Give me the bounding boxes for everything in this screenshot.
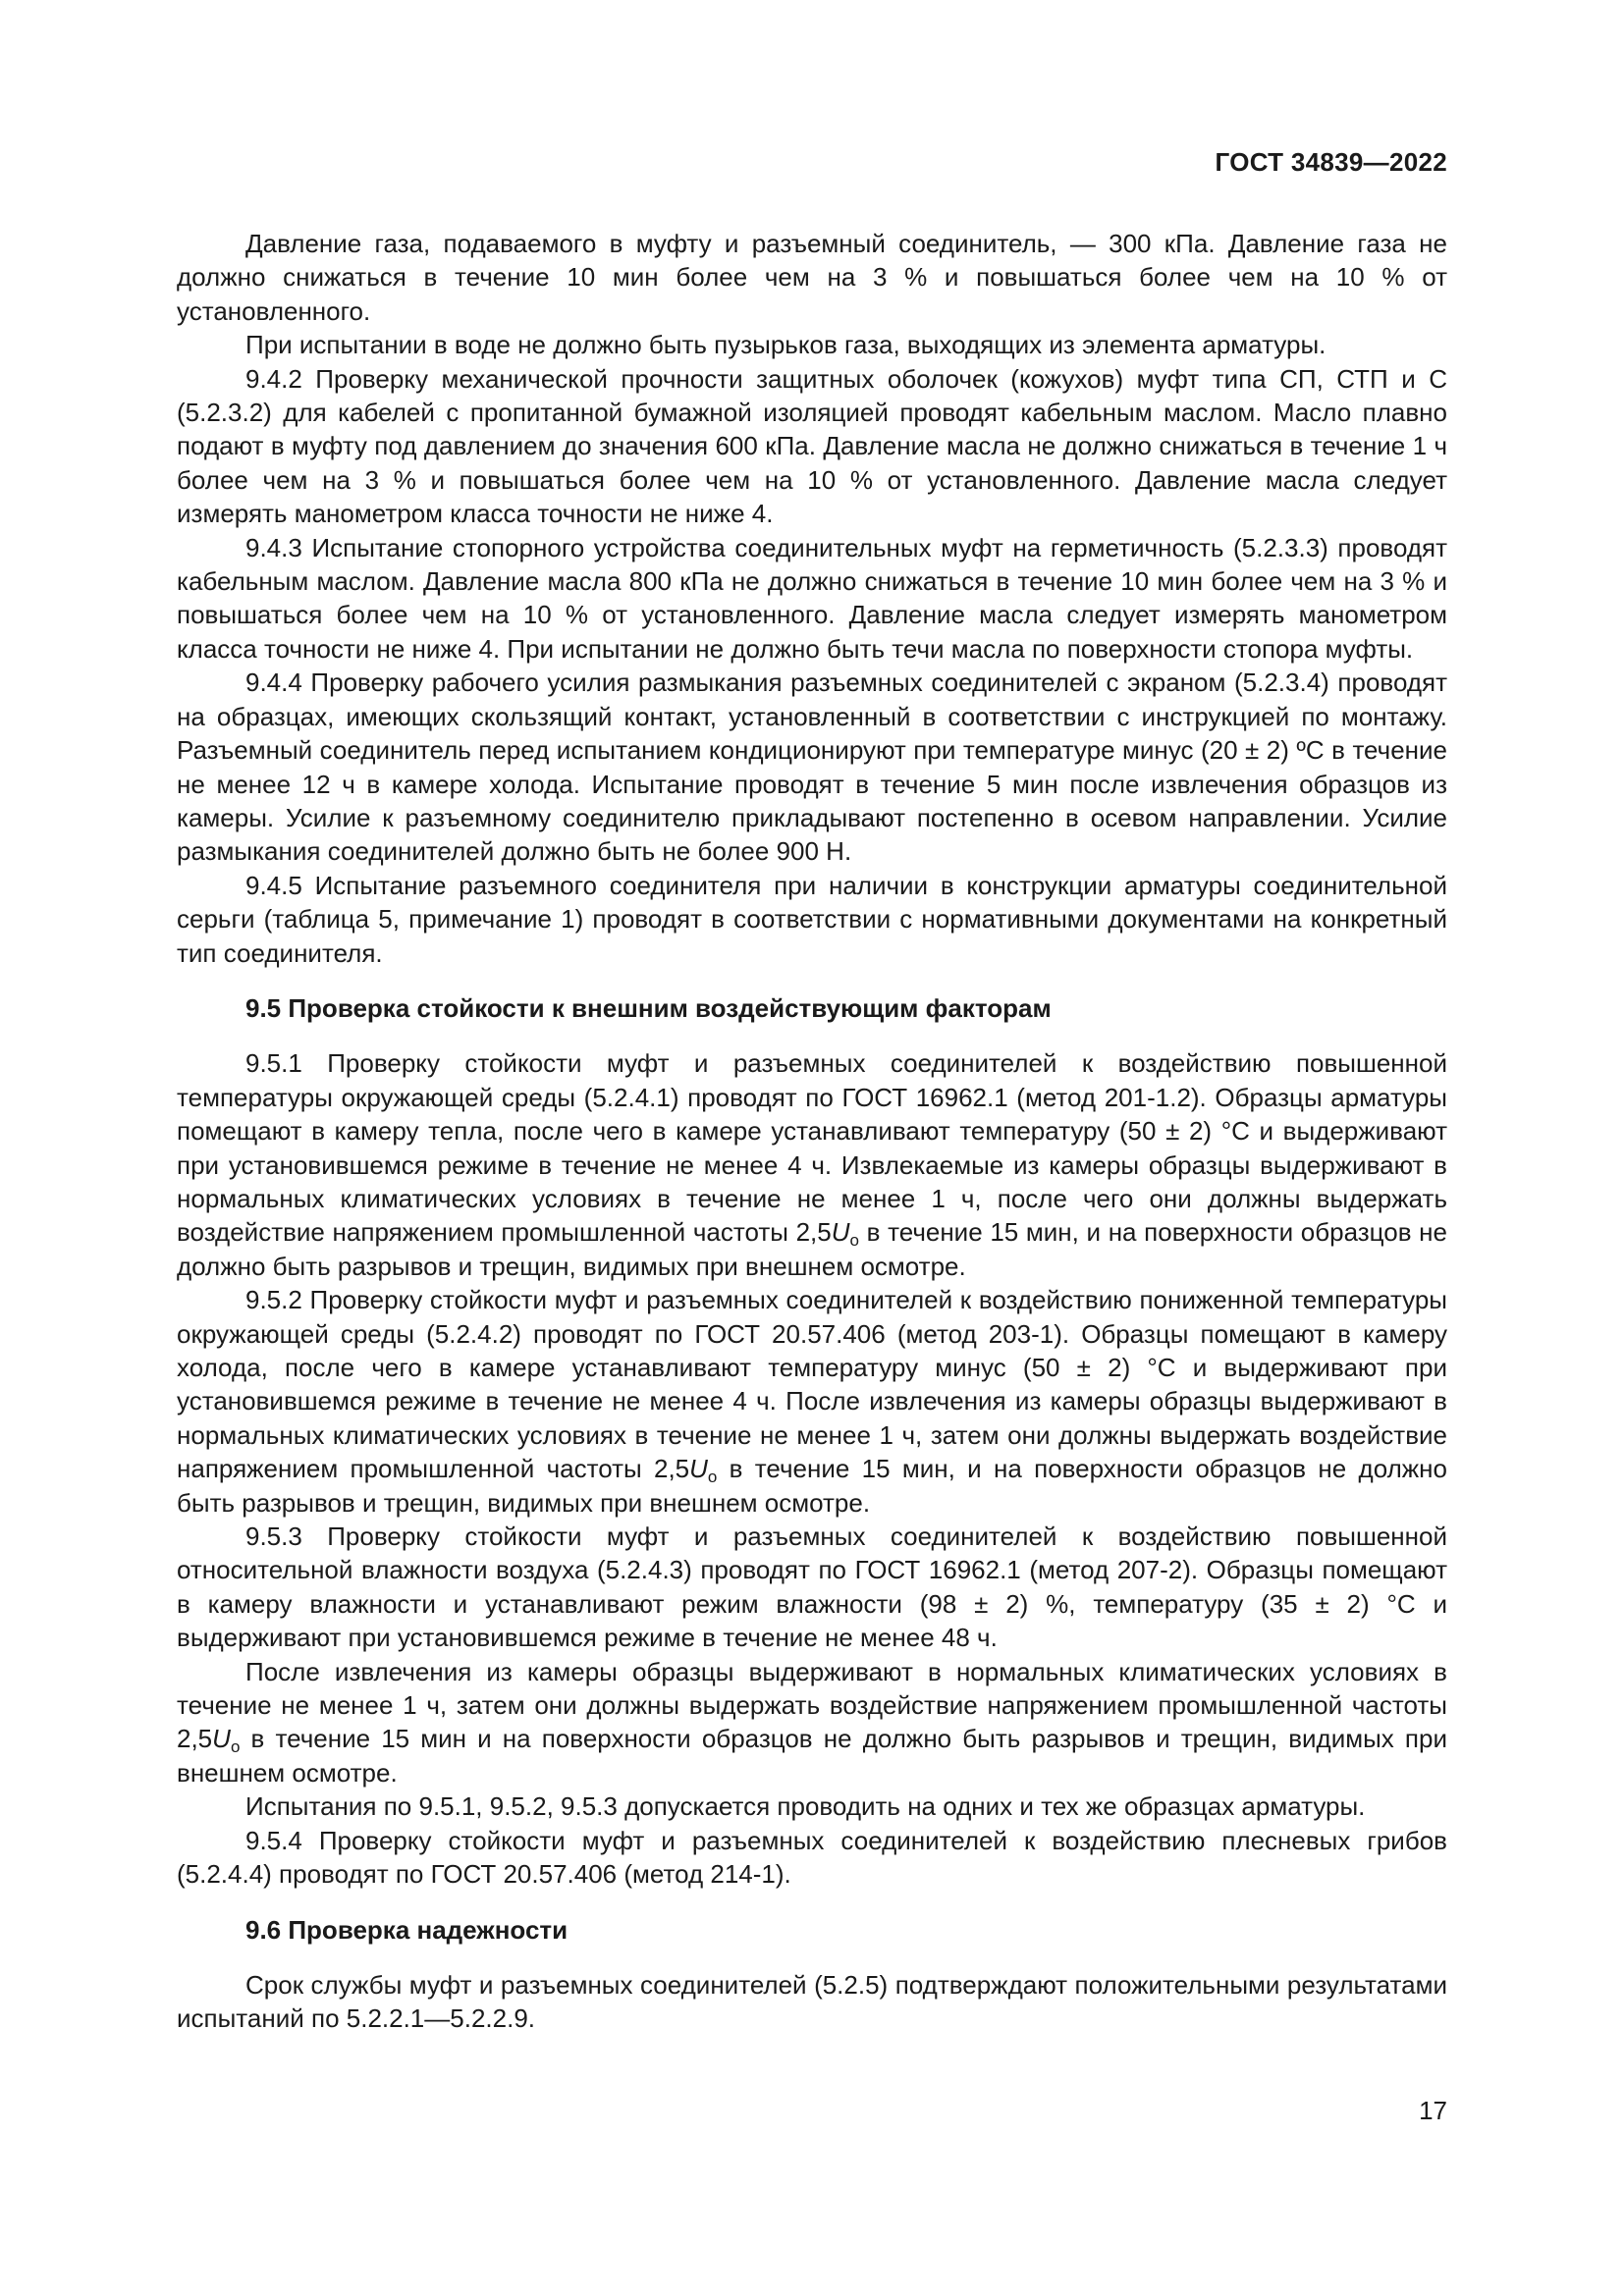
section-heading-9-6: 9.6 Проверка надежности [245,1914,568,1945]
paragraph-9-5-3-continued: После извлечения из камеры образцы выдерживают в нормальных климатических условиях в течение не менее 1 ч, затем они должны выдержать воздействие напряжением промышленной частоты 2,5Uo в течение 15 мин и на поверхности образцов не должно быть разрывов и трещин, видимых при внешнем осмотре. [177,1656,1447,1788]
paragraph-9-5-4: 9.5.4 Проверку стойкости муфт и разъемных соединителей к воздействию плесневых грибов (5.2.4.4) проводят по ГОСТ 20.57.406 (метод 214-1). [177,1825,1447,1890]
paragraph-9-4-2: 9.4.2 Проверку механической прочности защитных оболочек (кожухов) муфт типа СП, СТП и С (5.2.3.2) для кабелей с пропитанной бумажной изоляцией проводят кабельным маслом. Масло плавно подают в муфту под давлением до значения 600 кПа. Давление масла не должно снижаться в течение 1 ч более чем на 3 % и повышаться более чем на 10 % от установленного. Давление масла следует измерять манометром класса точности не ниже 4. [177,363,1447,529]
paragraph-9-4-5: 9.4.5 Испытание разъемного соединителя при наличии в конструкции арматуры соединительной серьги (таблица 5, примечание 1) проводят в соответствии с нормативными документами на конкретный тип соединителя. [177,870,1447,968]
paragraph-9-5-2: 9.5.2 Проверку стойкости муфт и разъемных соединителей к воздействию пониженной температуры окружающей среды (5.2.4.2) проводят по ГОСТ 20.57.406 (метод 203-1). Образцы помещают в камеру холода, после чего в камере устанавливают температуру минус (50 ± 2) °С и выдерживают при установившемся режиме в течение не менее 4 ч. После извлечения из камеры образцы выдерживают в нормальных климатических условиях в течение не менее 1 ч, затем они должны выдержать воздействие напряжением промышленной частоты 2,5Uo в течение 15 мин, и на поверхности образцов не должно быть разрывов и трещин, видимых при внешнем осмотре. [177,1285,1447,1518]
paragraph-9-5-1: 9.5.1 Проверку стойкости муфт и разъемных соединителей к воздействию повышенной температуры окружающей среды (5.2.4.1) проводят по ГОСТ 16962.1 (метод 201-1.2). Образцы арматуры помещают в камеру тепла, после чего в камере устанавливают температуру (50 ± 2) °С и выдерживают при установившемся режиме в течение не менее 4 ч. Извлекаемые из камеры образцы выдерживают в нормальных климатических условиях в течение не менее 1 ч, после чего они должны выдержать воздействие напряжением промышленной частоты 2,5Uo в течение 15 мин, и на поверхности образцов не должно быть разрывов и трещин, видимых при внешнем осмотре. [177,1048,1448,1281]
paragraph-9-5-3: 9.5.3 Проверку стойкости муфт и разъемных соединителей к воздействию повышенной относительной влажности воздуха (5.2.4.3) проводят по ГОСТ 16962.1 (метод 207-2). Образцы помещают в камеру влажности и устанавливают режим влажности (98 ± 2) %, температуру (35 ± 2) °С и выдерживают при установившемся режиме в течение не менее 48 ч. [177,1522,1447,1653]
paragraph-9-4-4: 9.4.4 Проверку рабочего усилия размыкания разъемных соединителей с экраном (5.2.3.4) проводят на образцах, имеющих скользящий контакт, установленный в соответствии с инструкцией по монтажу. Разъемный соединитель перед испытанием кондиционируют при температуре минус (20 ± 2) ºС в течение не менее 12 ч в камере холода. Испытание проводят в течение 5 мин после извлечения образцов из камеры. Усилие к разъемному соединителю прикладывают постепенно в осевом направлении. Усилие размыкания соединителей должно быть не более 900 Н. [177,667,1447,867]
paragraph-service-life: Срок службы муфт и разъемных соединителей (5.2.5) подтверждают положительными результатами испытаний по 5.2.2.1—5.2.2.9. [177,1969,1447,2034]
paragraph-9-4-3: 9.4.3 Испытание стопорного устройства соединительных муфт на герметичность (5.2.3.3) проводят кабельным маслом. Давление масла 800 кПа не должно снижаться в течение 10 мин более чем на 3 % и повышаться более чем на 10 % от установленного. Давление масла следует измерять манометром класса точности не ниже 4. При испытании не должно быть течи масла по поверхности стопора муфты. [177,532,1447,664]
page-number: 17 [1419,2096,1447,2125]
section-heading-9-5: 9.5 Проверка стойкости к внешним воздействующим факторам [245,992,1052,1023]
document-body [177,227,1447,2036]
paragraph-water-test: При испытании в воде не должно быть пузырьков газа, выходящих из элемента арматуры. [245,330,1326,360]
document-code: ГОСТ 34839—2022 [1215,147,1447,177]
paragraph-same-samples: Испытания по 9.5.1, 9.5.2, 9.5.3 допускается проводить на одних и тех же образцах арматуры. [245,1791,1366,1822]
paragraph-gas-pressure: Давление газа, подаваемого в муфту и разъемный соединитель, — 300 кПа. Давление газа не должно снижаться в течение 10 мин более чем на 3 % и повышаться более чем на 10 % от установленного. [177,229,1447,326]
